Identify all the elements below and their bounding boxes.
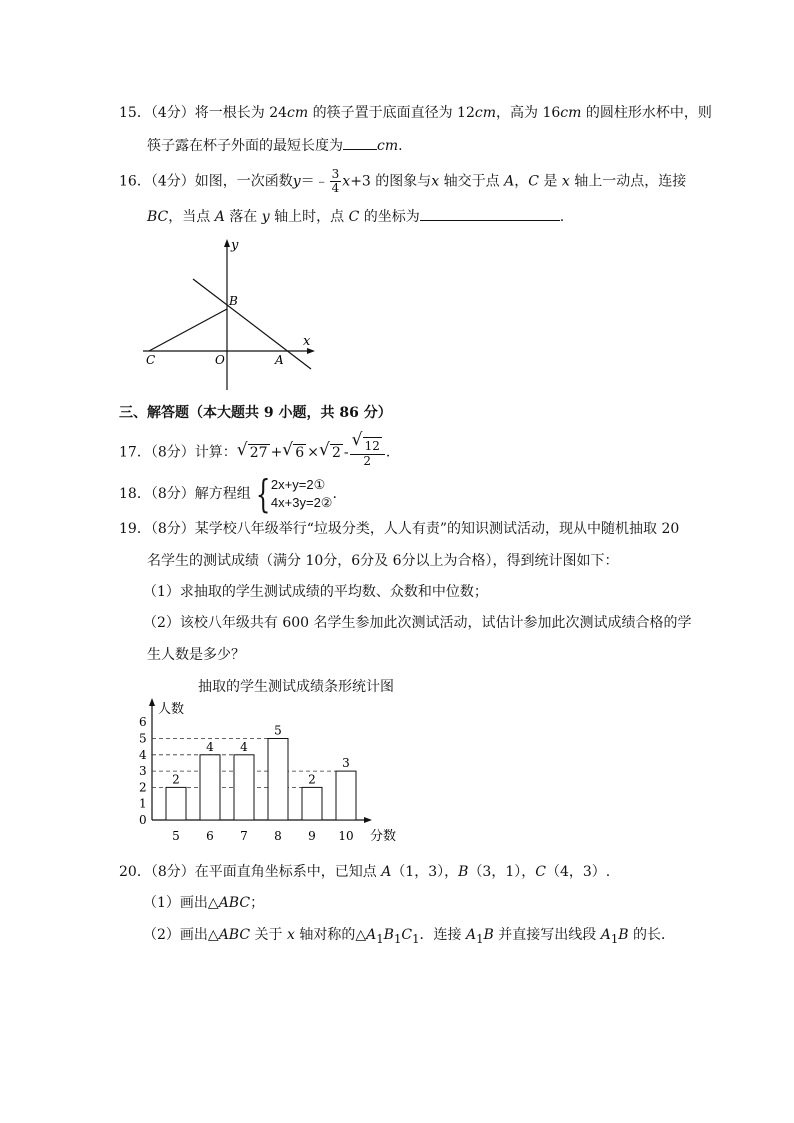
math-var: A (600, 927, 611, 943)
q15-unit: cm (474, 105, 496, 121)
q19-text: 生人数是多少？ (147, 647, 245, 663)
brace-icon: { (255, 472, 271, 516)
y-tick-label: 4 (139, 747, 147, 762)
q20-text: 在平面直角坐标系中，已知点 (194, 864, 382, 880)
fraction-denominator: 4 (331, 181, 340, 195)
math-var: B (383, 927, 394, 943)
math-var: A (381, 864, 392, 880)
q16-text: 的坐标为 (359, 209, 420, 225)
bar-value-label: 3 (342, 756, 350, 771)
q20-text: （3，1）， (468, 864, 536, 880)
math-var: C (348, 209, 360, 225)
math-var: x (286, 927, 295, 943)
y-tick-label: 1 (139, 796, 147, 811)
sqrt (283, 440, 306, 466)
subscript: 1 (376, 931, 384, 946)
q16-text: 落在 (224, 209, 262, 225)
answer-blank[interactable] (343, 135, 377, 150)
math-var: x (342, 173, 351, 190)
equation-system (271, 476, 333, 512)
q15-value: 16 (542, 105, 561, 121)
q20-text: ．连接 (419, 927, 466, 943)
q20-number: 20．（8分） (119, 864, 195, 880)
math-var: C (401, 927, 413, 943)
q15-text: 的筷子置于底面直径为 (308, 105, 458, 121)
q19-line1 (119, 519, 679, 539)
q15-text: ，高为 (496, 105, 543, 121)
radicand: 6 (295, 444, 305, 461)
x-tick-label: 10 (338, 829, 354, 843)
q15-text: 将一根长为 (194, 105, 270, 121)
q19-text: （2）该校八年级共有 600 名学生参加此次测试活动，试估计参加此次测试成绩合格的学 (143, 615, 692, 631)
q16-text: 轴上时，点 (269, 209, 349, 225)
bar-value-label: 4 (206, 739, 214, 754)
q15-value: 12 (457, 105, 475, 121)
math-op: - (343, 444, 349, 461)
q16-figure (135, 235, 325, 395)
math-var: x (431, 173, 440, 190)
x-tick-label: 7 (240, 829, 248, 843)
q16-text: 是 (538, 173, 562, 190)
bar (268, 739, 288, 821)
q17-text: 计算： (194, 444, 237, 461)
fraction-denominator: 2 (363, 454, 372, 468)
q17-text: . (385, 444, 391, 461)
q20-text: （1，3）， (391, 864, 459, 880)
equation-1: 2x+y=2① (270, 477, 326, 492)
q19-text: 名学生的测试成绩（满分 10分，6分及 6分以上为合格），得到统计图如下： (147, 553, 619, 569)
q17-line (119, 437, 390, 468)
bar-value-label: 4 (240, 739, 248, 754)
q19-number: 19．（8分） (119, 521, 195, 537)
x-tick-label: 5 (172, 829, 180, 843)
x-tick-label: 8 (274, 829, 282, 843)
radicand: 12 (364, 439, 380, 453)
x-tick-label: 6 (206, 829, 214, 843)
math-op: × (307, 444, 319, 461)
q16-line1 (119, 168, 686, 195)
q18-line (119, 474, 337, 514)
math-var: ABC (218, 927, 251, 943)
point-c-label: C (146, 353, 156, 367)
q16-text: 轴交于点 (439, 173, 505, 190)
q16-text: ， (514, 173, 529, 190)
subscript: 1 (412, 931, 420, 946)
q20-text: （2）画出△ (143, 927, 219, 943)
q19-text: （1）求抽取的学生测试成绩的平均数、众数和中位数； (143, 584, 488, 600)
q15-unit: cm (560, 105, 582, 121)
q19-line2 (147, 551, 619, 571)
y-tick-label: 2 (139, 780, 147, 795)
answer-blank[interactable] (420, 206, 560, 221)
bar (200, 755, 220, 820)
q20-text: 的长． (628, 927, 675, 943)
q15-text: 的圆柱形水杯中，则 (581, 105, 712, 121)
bar (336, 771, 356, 820)
math-op: ＝﹣ (300, 173, 329, 190)
q20-text: （1）画出△ (143, 895, 219, 911)
bar-value-label: 5 (274, 723, 282, 738)
subscript: 1 (610, 931, 619, 946)
q15-unit: cm (377, 138, 399, 154)
radicand: 27 (249, 444, 268, 461)
subscript: 1 (476, 931, 484, 946)
q20-text: 并直接写出线段 (493, 927, 601, 943)
math-var: y (261, 209, 270, 225)
chart-title: 抽取的学生测试成绩条形统计图 (198, 678, 394, 694)
q20-text: ； (250, 895, 265, 911)
q20-text: （4，3）. (545, 864, 611, 880)
y-axis-label: y (231, 238, 239, 253)
x-tick-label: 9 (308, 829, 316, 843)
y-axis-arrow (224, 239, 230, 247)
q19-part1 (143, 582, 488, 602)
fraction (330, 168, 342, 195)
math-var: B (618, 927, 629, 943)
q20-line1 (119, 862, 610, 882)
math-var: A (465, 927, 477, 943)
bar (302, 787, 322, 820)
q20-text: 轴对称的△ (294, 927, 367, 943)
bar (234, 755, 254, 820)
sqrt (353, 437, 382, 454)
section-title: 三、解答题（本大题共 9 小题，共 86 分） (119, 405, 392, 421)
x-axis-arrow (364, 817, 372, 823)
q16-text: 如图，一次函数 (194, 173, 293, 190)
equation-2: 4x+3y=2② (270, 495, 333, 510)
math-var: x (561, 173, 570, 190)
q19-text: 某学校八年级举行“垃圾分类，人人有责”的知识测试活动，现从中随机抽取 20 (194, 521, 680, 537)
radicand: 2 (331, 444, 341, 461)
point-b-label: B (229, 294, 238, 308)
math-var: C (528, 173, 539, 190)
q16-number: 16．（4分） (119, 173, 195, 190)
math-var: A (504, 173, 515, 190)
math-var: B (458, 864, 469, 880)
y-tick-label: 3 (139, 764, 147, 779)
y-tick-label: 6 (139, 715, 147, 730)
math-var: A (366, 927, 377, 943)
y-axis-arrow (149, 698, 155, 706)
q15-number: 15．（4分） (119, 105, 195, 121)
q18-text: . (332, 486, 337, 502)
math-var: A (214, 209, 225, 225)
fraction-numerator (350, 437, 385, 455)
bar-value-label: 2 (172, 772, 180, 787)
q19-part2-line2 (147, 645, 245, 665)
math-var: y (292, 173, 301, 190)
line-ab (193, 279, 311, 369)
y-tick-label: 5 (139, 731, 147, 746)
sqrt (238, 440, 270, 466)
q20-part1 (143, 893, 264, 913)
q16-text: ，当点 (168, 209, 215, 225)
fraction-numerator: 3 (331, 167, 340, 181)
q16-text: +3 的图象与 (350, 173, 432, 190)
y-axis-label: 人数 (158, 702, 185, 717)
q15-value: 24 (269, 105, 288, 121)
q15-text: . (398, 138, 403, 154)
q20-text: 关于 (250, 927, 287, 943)
q15-unit: cm (287, 105, 309, 121)
q19-part2-line1 (143, 613, 692, 633)
q15-text: 筷子露在杯子外面的最短长度为 (147, 138, 343, 154)
fraction (350, 437, 385, 468)
math-var: BC (147, 209, 169, 225)
x-axis-label: x (303, 334, 311, 349)
q18-text: 解方程组 (194, 486, 251, 502)
q17-number: 17．（8分） (119, 444, 195, 461)
q18-number: 18．（8分） (119, 486, 195, 502)
subscript: 1 (393, 931, 402, 946)
y-tick-label: 0 (139, 813, 147, 827)
bar (166, 787, 186, 820)
q16-text: . (559, 209, 565, 225)
math-var: C (535, 864, 546, 880)
q16-line2 (147, 206, 564, 227)
math-op: + (270, 444, 283, 461)
segment-bc (149, 309, 227, 351)
bar-value-label: 2 (308, 772, 316, 787)
math-var: ABC (218, 895, 251, 911)
x-axis-label: 分数 (370, 829, 397, 844)
q15-line1 (119, 103, 712, 123)
point-a-label: A (275, 353, 284, 367)
q20-part2 (143, 925, 675, 949)
sqrt (320, 440, 343, 466)
origin-label: O (215, 353, 225, 367)
q16-text: 轴上一动点，连接 (569, 173, 687, 190)
bar-chart (125, 695, 415, 850)
math-var: B (483, 927, 494, 943)
q15-line2 (147, 135, 403, 156)
